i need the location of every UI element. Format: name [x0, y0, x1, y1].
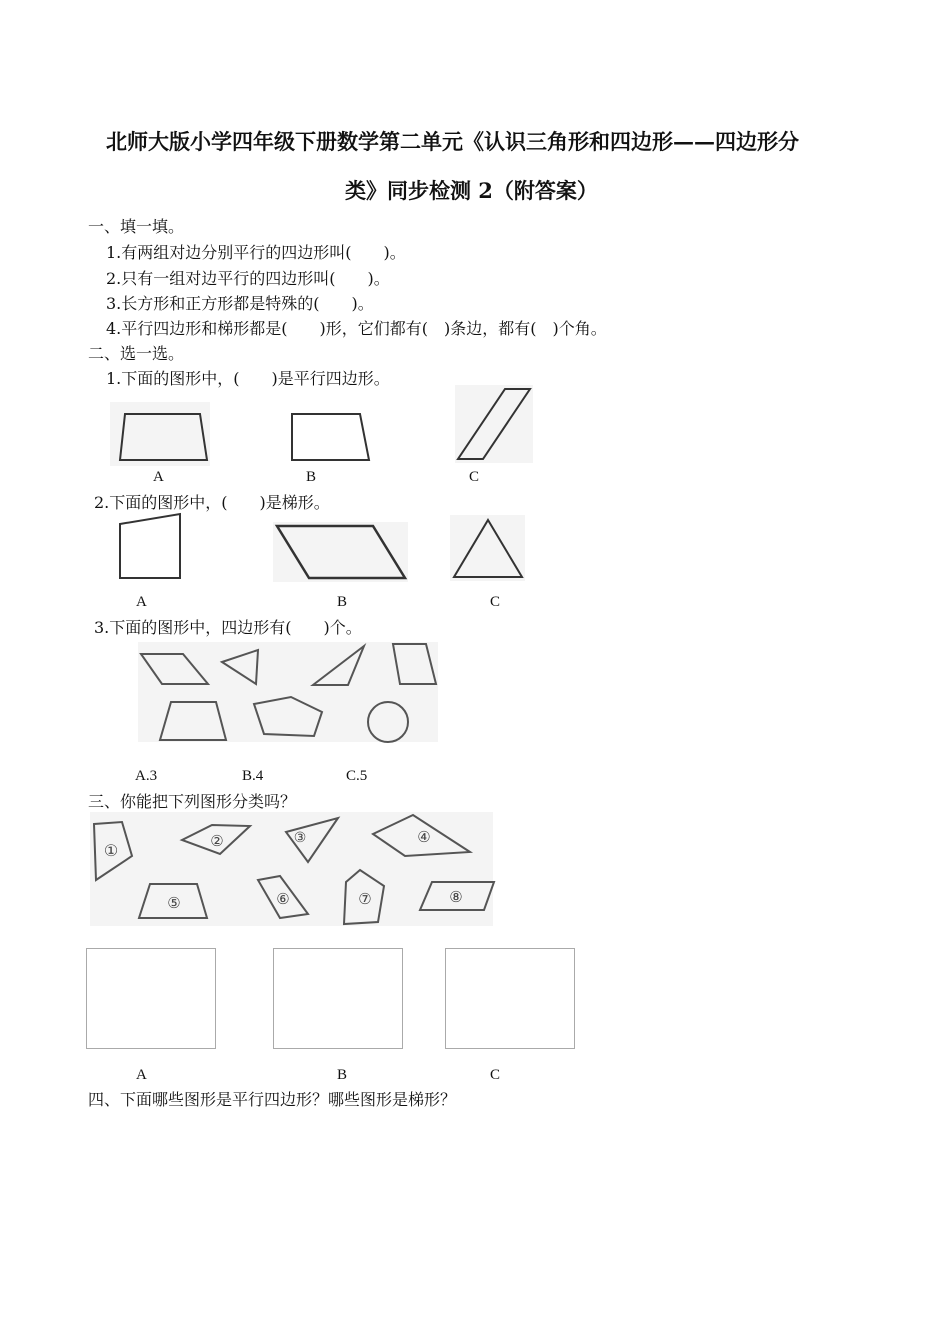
title-line-1: 北师大版小学四年级下册数学第二单元《认识三角形和四边形——四边形分 [106, 129, 799, 154]
answer-box-b[interactable] [273, 948, 403, 1049]
q1-text: 1.下面的图形中，( )是平行四边形。 [106, 369, 390, 388]
q3-option-a: A.3 [135, 768, 158, 784]
section-1-item-3: 3.长方形和正方形都是特殊的( )。 [106, 294, 374, 313]
shape-number-3: ③ [293, 830, 307, 846]
shape-number-7: ⑦ [358, 890, 372, 908]
answer-box-c[interactable] [445, 948, 575, 1049]
q2-option-a: A [136, 594, 147, 610]
shape-number-8: ⑧ [449, 888, 463, 906]
section-4-heading: 四、下面哪些图形是平行四边形？哪些图形是梯形？ [88, 1090, 457, 1109]
q1-option-b: B [306, 469, 317, 485]
answer-box-label-b: B [337, 1067, 348, 1083]
section-3-heading: 三、你能把下列图形分类吗？ [88, 792, 297, 811]
shape-number-5: ⑤ [167, 894, 181, 912]
section-2-heading: 二、选一选。 [88, 344, 185, 363]
q2-figure-a-quadrilateral [112, 510, 187, 585]
shape-number-6: ⑥ [276, 890, 290, 908]
q1-option-c: C [469, 469, 480, 485]
answer-box-label-c: C [490, 1067, 501, 1083]
section-1-item-1: 1.有两组对边分别平行的四边形叫( )。 [106, 243, 406, 262]
q2-text: 2.下面的图形中，( )是梯形。 [94, 493, 330, 512]
section-1-heading: 一、填一填。 [88, 217, 185, 236]
answer-box-label-a: A [136, 1067, 147, 1083]
shape-number-1: ① [103, 841, 119, 860]
q3-option-c: C.5 [346, 768, 368, 784]
answer-box-a[interactable] [86, 948, 216, 1049]
q1-figure-b-quadrilateral [285, 408, 375, 468]
section-3-shapes-figure [90, 812, 495, 928]
q1-figure-a-trapezoid [110, 400, 220, 470]
shape-number-2: ② [210, 832, 224, 850]
shape-number-4: ④ [417, 828, 431, 846]
q2-option-b: B [337, 594, 348, 610]
section-1-item-2: 2.只有一组对边平行的四边形叫( )。 [106, 269, 390, 288]
q2-figure-b-parallelogram [273, 522, 413, 584]
title-line-2: 类》同步检测 2（附答案） [345, 178, 598, 203]
q1-figure-c-parallelogram [455, 385, 540, 470]
q2-figure-c-triangle [450, 515, 530, 585]
q3-option-b: B.4 [242, 768, 264, 784]
q3-text: 3.下面的图形中，四边形有( )个。 [94, 618, 362, 637]
section-1-item-4: 4.平行四边形和梯形都是( )形，它们都有( )条边，都有( )个角。 [106, 319, 607, 338]
q1-option-a: A [153, 469, 164, 485]
q3-shapes-figure [138, 642, 440, 744]
q2-option-c: C [490, 594, 501, 610]
